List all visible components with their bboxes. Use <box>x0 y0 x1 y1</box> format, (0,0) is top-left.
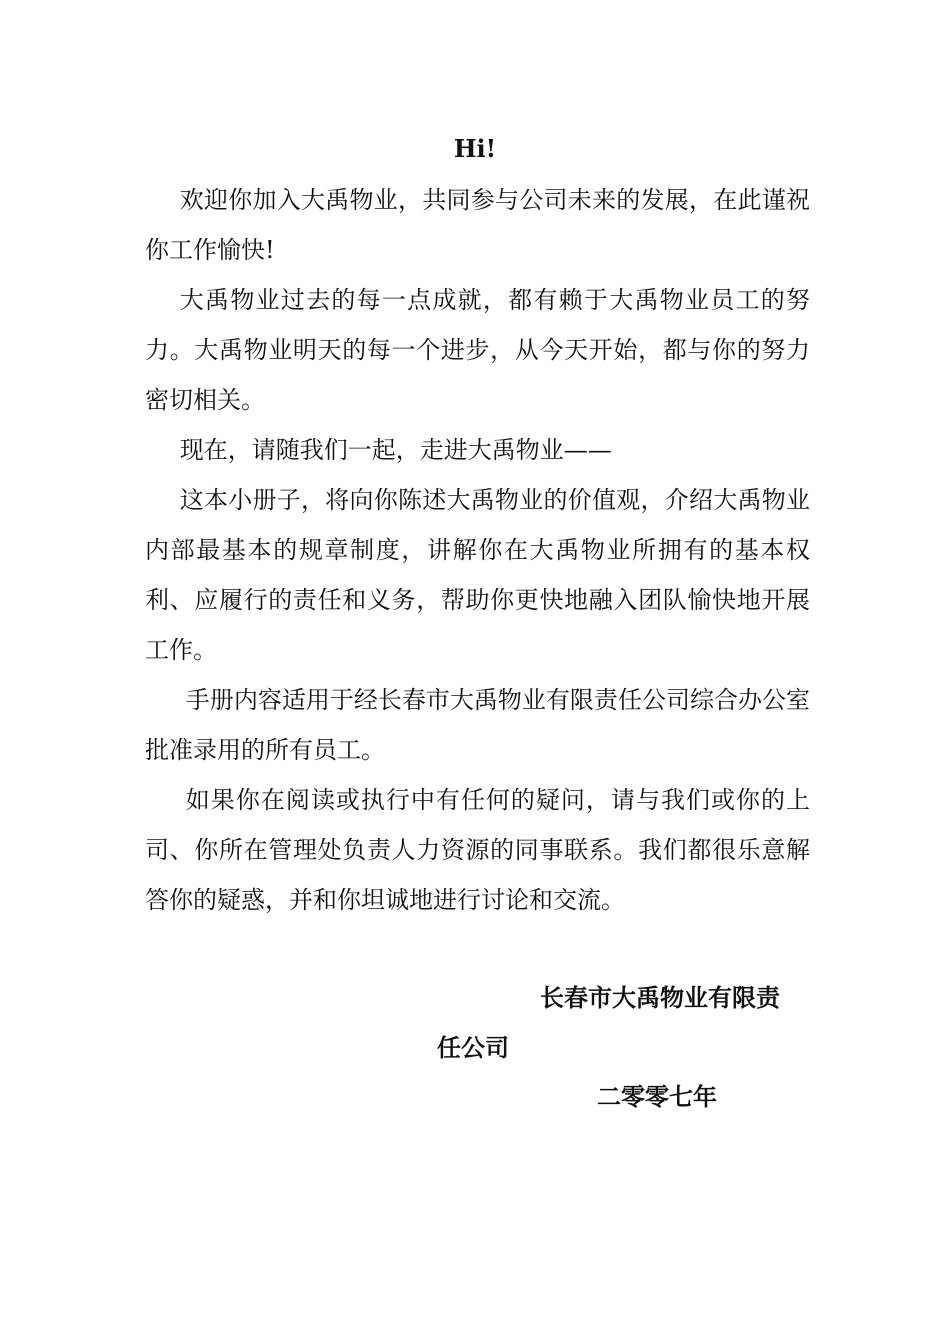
paragraph-achievements: 大禹物业过去的每一点成就，都有赖于大禹物业员工的努力。大禹物业明天的每一个进步，从今天开始，都与你的努力密切相关。 <box>145 286 810 414</box>
signature-date: 二零零七年 <box>597 1082 717 1111</box>
letter-body <box>145 175 810 925</box>
paragraph-handbook-purpose: 这本小册子，将向你陈述大禹物业的价值观，介绍大禹物业内部最基本的规章制度，讲解你在大禹物业所拥有的基本权利、应履行的责任和义务，帮助你更快地融入团队愉快地开展工作。 <box>145 486 810 664</box>
paragraph-applicability: 手册内容适用于经长春市大禹物业有限责任公司综合办公室批准录用的所有员工。 <box>145 686 810 764</box>
paragraph-contact: 如果你在阅读或执行中有任何的疑问，请与我们或你的上司、你所在管理处负责人力资源的同事联系。我们都很乐意解答你的疑惑，并和你坦诚地进行讨论和交流。 <box>145 786 810 914</box>
paragraph-invitation: 现在，请随我们一起，走进大禹物业—— <box>179 436 612 464</box>
paragraph-welcome: 欢迎你加入大禹物业，共同参与公司未来的发展，在此谨祝你工作愉快! <box>145 186 810 264</box>
greeting-heading: Hi! <box>453 134 497 163</box>
signature-company-line1: 长春市大禹物业有限责 <box>540 983 780 1012</box>
signature-company-line2: 任公司 <box>437 1033 509 1062</box>
